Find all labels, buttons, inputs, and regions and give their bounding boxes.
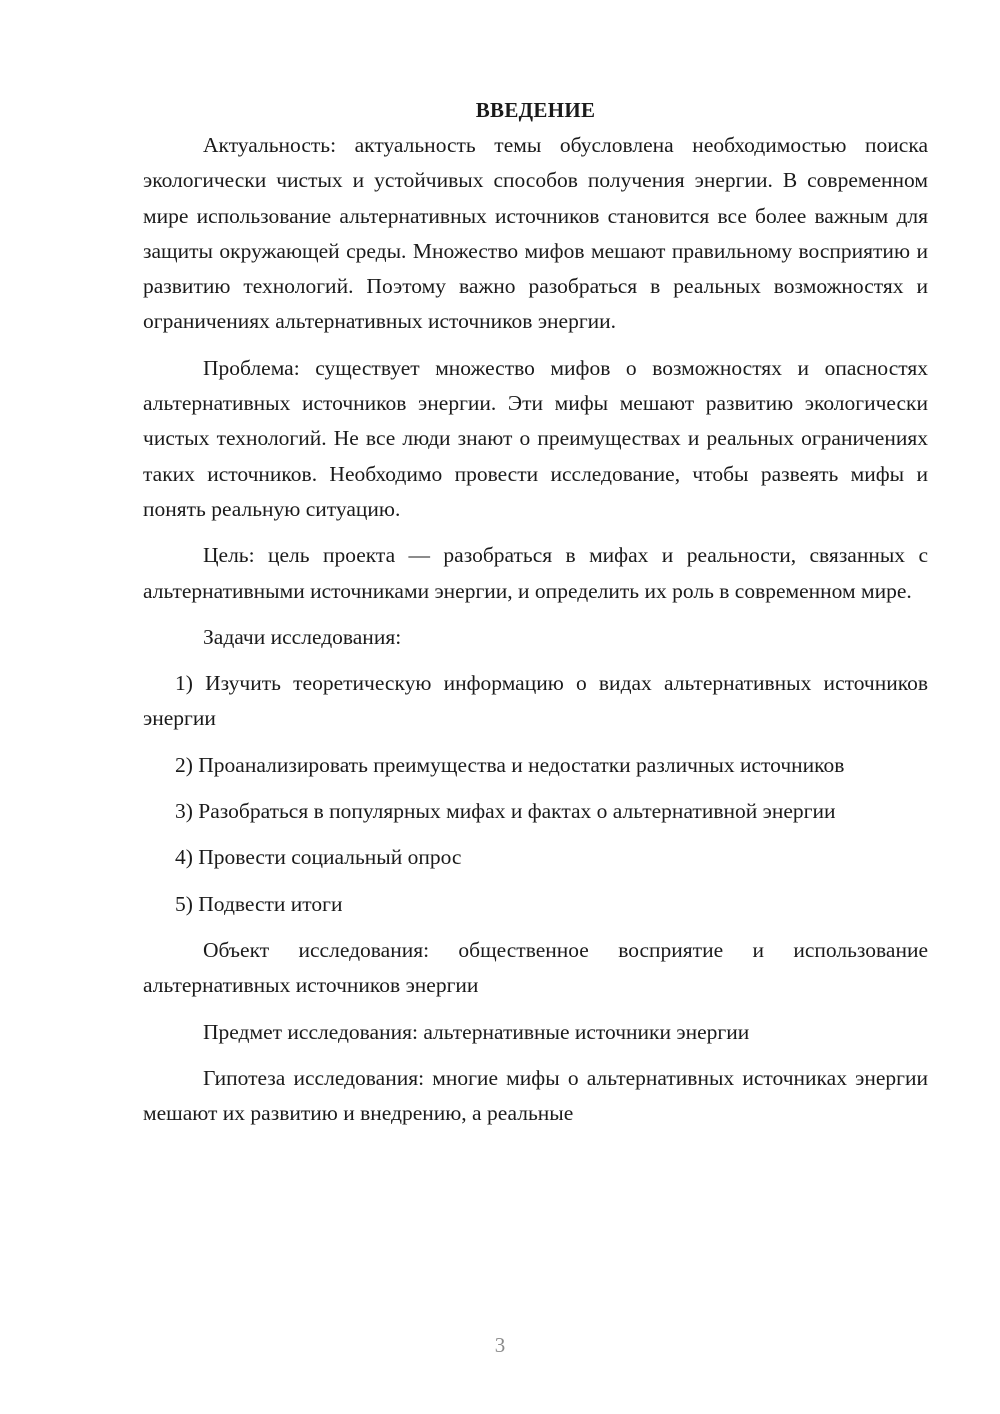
- document-body: [143, 93, 928, 1142]
- task-item-4: 4) Провести социальный опрос: [175, 845, 462, 870]
- task-item-3: 3) Разобраться в популярных мифах и фактах о альтернативной энергии: [175, 799, 836, 824]
- task-item-5: 5) Подвести итоги: [175, 891, 343, 916]
- page-number: 3: [494, 1333, 506, 1357]
- page-title: ВВЕДЕНИЕ: [475, 98, 596, 122]
- task-item-1: 1) Изучить теоретическую информацию о видах альтернативных источников энергии: [143, 671, 928, 731]
- paragraph-problem: Проблема: существует множество мифов о возможностях и опасностях альтернативных источников энергии. Эти мифы мешают развитию экологически чистых технологий. Не все люди знают о преимуществах и реальных ограничениях таких источников. Необходимо провести исследование, чтобы развеять мифы и понять реальную ситуацию.: [143, 355, 928, 521]
- paragraph-object: Объект исследования: общественное восприятие и использование альтернативных источников энергии: [143, 937, 928, 998]
- paragraph-subject: Предмет исследования: альтернативные источники энергии: [203, 1019, 750, 1044]
- paragraph-goal: Цель: цель проекта — разобраться в мифах и реальности, связанных с альтернативными источниками энергии, и определить их роль в современном мире.: [143, 543, 928, 603]
- paragraph-relevance: Актуальность: актуальность темы обусловлена необходимостью поиска экологически чистых и устойчивых способов получения энергии. В современном мире использование альтернативных источников становится все более важным для защиты окружающей среды. Множество мифов мешают правильному восприятию и развитию технологий. Поэтому важно разобраться в реальных возможностях и ограничениях альтернативных источников энергии.: [143, 133, 928, 334]
- paragraph-tasks-heading: Задачи исследования:: [203, 624, 402, 649]
- paragraph-hypothesis: Гипотеза исследования: многие мифы о альтернативных источниках энергии мешают их развитию и внедрению, а реальные: [143, 1065, 928, 1126]
- task-item-2: 2) Проанализировать преимущества и недостатки различных источников: [175, 752, 845, 777]
